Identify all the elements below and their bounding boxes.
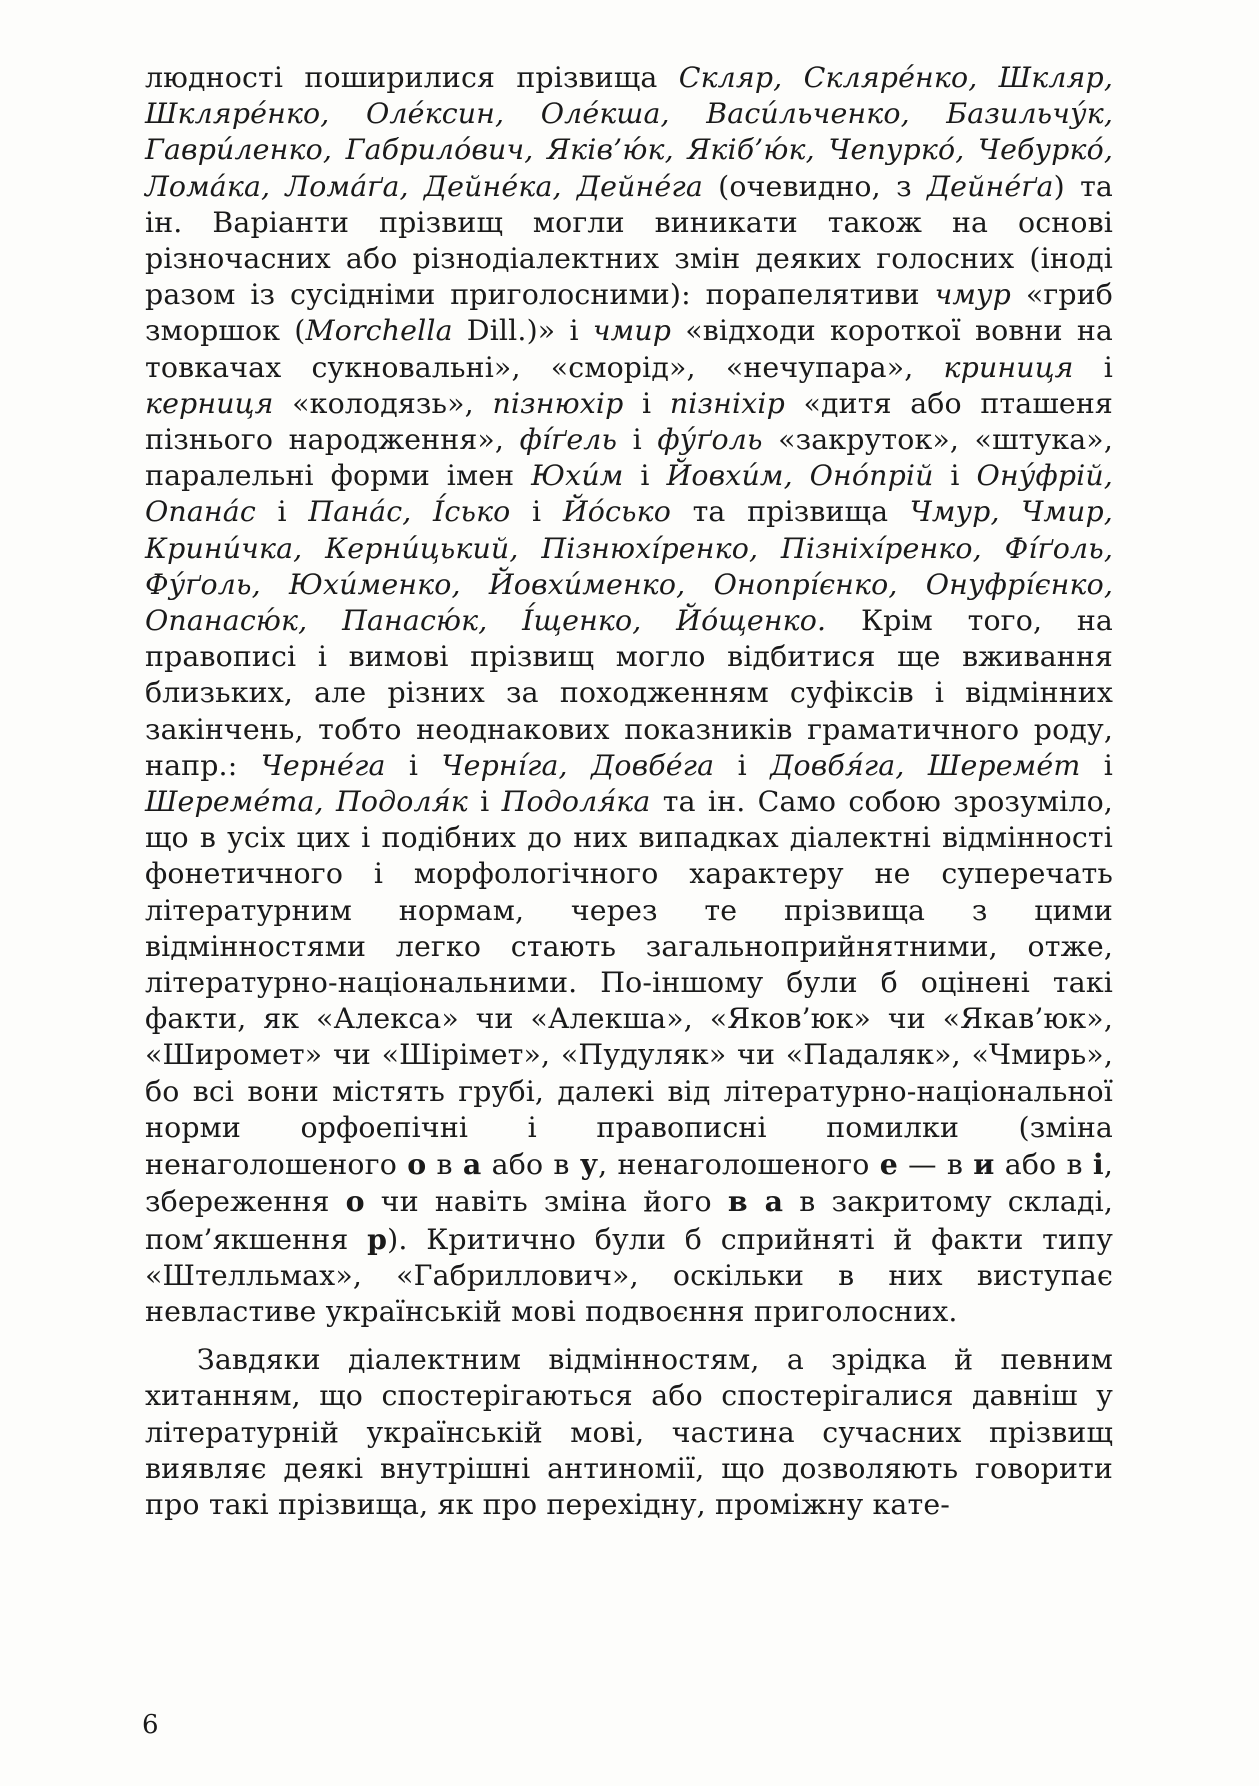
italic-term: Дейнéґа bbox=[926, 169, 1054, 203]
text-run: та ін. Само собою зрозуміло, що в усіх цих і подібних до них випадках діалектні відмінності фонетичного і морфологічного характеру не суперечать літературним нормам, через те прізвища з цими відмінностями легко стають загальноприйнятними, отже, літературно-національними. По-іншому були б оцінені такі факти, як «Алекса» чи «Алекша», «Яков’юк» чи «Якав’юк», «Широмет» чи «Шірімет», «Пудуляк» чи «Падаляк», «Чмирь», бо всі вони містять грубі, далекі від літературно-національної норми орфоепічні і правописні помилки (зміна ненаголошеного bbox=[145, 785, 1113, 1182]
bold-letter: у bbox=[579, 1147, 599, 1182]
text-run: «відходи короткої вовни на товкачах сукновальні», «сморід», «нечупара», bbox=[145, 314, 1113, 384]
text-run: і bbox=[510, 495, 563, 529]
text-run: Dill.)» і bbox=[452, 314, 593, 348]
italic-term: Йовхи́м, Онóпрій bbox=[666, 459, 934, 493]
page-number: 6 bbox=[142, 1710, 159, 1740]
bold-letter: в а bbox=[727, 1184, 784, 1219]
bold-letter: е bbox=[879, 1147, 898, 1182]
body-text bbox=[145, 60, 1113, 1523]
text-run: людності поширилися прізвища bbox=[145, 61, 679, 94]
text-run: або в bbox=[994, 1148, 1093, 1182]
italic-term: Йóсько bbox=[562, 495, 671, 529]
text-run: (очевидно, з bbox=[702, 169, 927, 203]
text-run: Крім того, на правописі і вимові прізвищ могло відбитися ще вживання близьких, але різних за походженням суфіксів і відмінних закінчень, тобто неоднакових показників граматичного роду, напр.: bbox=[145, 604, 1114, 782]
text-run: і bbox=[933, 459, 977, 493]
italic-term: Morchella bbox=[305, 314, 453, 348]
text-run: «гриб зморшок ( bbox=[145, 278, 1114, 348]
text-run: і bbox=[714, 748, 771, 782]
text-run: «колодязь», bbox=[273, 386, 493, 420]
italic-term: криниця bbox=[943, 350, 1074, 384]
italic-term: Панáс, І́сько bbox=[308, 495, 511, 529]
bold-letter: о bbox=[407, 1147, 427, 1182]
italic-term: Подоля́ка bbox=[501, 785, 651, 819]
italic-term: Чернíга, Довбéга bbox=[441, 748, 715, 782]
italic-term: Чернéга bbox=[260, 748, 386, 782]
bold-letter: о bbox=[345, 1184, 365, 1219]
text-run: і bbox=[623, 459, 667, 493]
italic-term: пізнюхір bbox=[492, 386, 624, 420]
italic-term: фíґель bbox=[519, 423, 618, 457]
text-run: ) та ін. Варіанти прізвищ могли виникати також на основі різночасних або різнодіалектних змін деяких голосних (іноді разом із сусідніми приголосними): порапелятиви bbox=[145, 169, 1113, 312]
italic-term: фу́ґоль bbox=[657, 423, 763, 457]
text-run: і bbox=[617, 423, 658, 457]
text-run: або в bbox=[481, 1148, 580, 1182]
text-run: в bbox=[426, 1148, 463, 1182]
text-run: і bbox=[255, 495, 309, 529]
paragraph-1 bbox=[145, 60, 1113, 1330]
paragraph-2 bbox=[145, 1342, 1113, 1523]
italic-term: чмир bbox=[592, 314, 672, 348]
text-run: та прізвища bbox=[670, 495, 910, 529]
italic-term: Шеремéта, Подоля́к bbox=[145, 785, 468, 819]
text-run: і bbox=[1080, 748, 1114, 782]
text-run: і bbox=[623, 386, 670, 420]
italic-term: пізніхір bbox=[669, 386, 785, 420]
text-run: , збереження bbox=[145, 1148, 1114, 1219]
text-run: чи навіть зміна його bbox=[364, 1185, 728, 1219]
italic-term: Ону́фрій, Опанáс bbox=[145, 459, 1113, 529]
text-run: і bbox=[1073, 350, 1113, 384]
italic-term: Довбя́га, Шеремéт bbox=[770, 748, 1081, 782]
bold-letter: и bbox=[973, 1147, 995, 1182]
bold-letter: і bbox=[1092, 1147, 1104, 1182]
italic-term: керниця bbox=[145, 386, 274, 420]
text-run: в закритому складі, пом’якшення bbox=[145, 1185, 1113, 1256]
text-run: і bbox=[385, 748, 442, 782]
italic-term: Юхи́м bbox=[531, 459, 624, 493]
bold-letter: р bbox=[367, 1221, 388, 1256]
text-run: «закруток», «штука», паралельні форми імен bbox=[145, 423, 1113, 493]
text-run: , ненаголошеного bbox=[598, 1148, 880, 1182]
bold-letter: а bbox=[462, 1147, 482, 1182]
text-run: Завдяки діалектним відмінностям, а зрідка й певним хитанням, що спостерігаються або спостерігалися давніш у літературній українській мові, частина сучасних прізвищ виявляє деякі внутрішні антиномії, що дозволяють говорити про такі прізвища, як про перехідну, проміжну кате- bbox=[145, 1343, 1113, 1521]
text-run: — в bbox=[897, 1148, 974, 1182]
text-run: і bbox=[467, 785, 502, 819]
text-run: ). Критично були б сприйняті й факти типу «Штелльмах», «Габриллович», оскільки в них виступає невластиве українській мові подвоєння приголосних. bbox=[145, 1222, 1113, 1328]
italic-term: Скляр, Скляре́нко, Шкляр, Шкляре́нко, Оле́ксин, Оле́кша, Васи́льченко, Базильчу́к, Гаври́ленко, Габрило́вич, Яків’ю́к, Якіб’ю́к, Чепуркó, Чебуркó, Ломáка, Ломáґа, Дейнéка, Дейнéга bbox=[145, 61, 1113, 203]
italic-term: Чмур, Чмир, Кринúчка, Керни́цький, Пізнюхíренко, Пізніхíренко, Фíґоль, Фу́ґоль, Юхи́менко, Йовхи́менко, Онопрíєнко, Онуфрíєнко, Опанасю́к, Панасю́к, І́щенко, Йóщенко. bbox=[145, 495, 1113, 638]
italic-term: чмур bbox=[934, 278, 1012, 312]
text-run: «дитя або пташеня пізнього народження», bbox=[145, 386, 1113, 457]
